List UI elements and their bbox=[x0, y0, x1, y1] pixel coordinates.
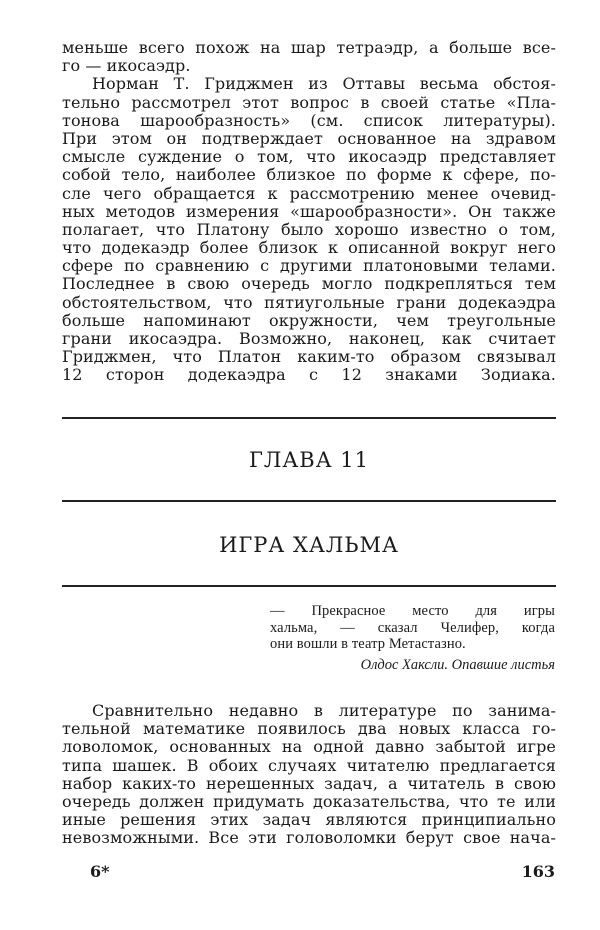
text-line: го — икосаэдр. bbox=[62, 57, 191, 76]
text-line: Гриджмен, что Платон каким-то образом связывал bbox=[62, 348, 556, 367]
epigraph bbox=[270, 603, 555, 673]
body-paragraph bbox=[62, 702, 556, 848]
text-line: смысле суждение о том, что икосаэдр представляет bbox=[62, 148, 556, 167]
epigraph-line: они вошли в театр Метастазно. bbox=[270, 636, 466, 652]
epigraph-line: хальма, — сказал Челифер, когда bbox=[270, 619, 555, 636]
text-line: полагает, что Платону было хорошо известно о том, bbox=[62, 220, 556, 239]
text-line: Последнее в свою очередь могло подкрепляться тем bbox=[62, 275, 556, 294]
text-line: сфере по сравнению с другими платоновыми телами. bbox=[62, 257, 556, 276]
signature-mark: 6* bbox=[90, 862, 110, 881]
text-line: 12 сторон додекаэдра с 12 знаками Зодиака. bbox=[62, 366, 556, 385]
text-line: Норман Т. Гриджмен из Оттавы весьма обстоя- bbox=[92, 75, 556, 94]
text-line: ных методов измерения «шарообразности». Он также bbox=[62, 202, 556, 221]
text-line: грани икосаэдра. Возможно, наконец, как считает bbox=[62, 330, 556, 348]
text-line: иные решения этих задач являются принципиально bbox=[62, 811, 556, 830]
text-line: сле чего обращается к рассмотрению менее очевид- bbox=[62, 184, 556, 203]
text-line: больше напоминают окружности, чем треугольные bbox=[62, 311, 556, 330]
page-number: 163 bbox=[521, 862, 555, 881]
divider bbox=[62, 500, 556, 502]
text-line: меньше всего похож на шар тетраэдр, а больше все- bbox=[62, 39, 556, 57]
text-line: обстоятельством, что пятиугольные грани додекаэдра bbox=[62, 293, 556, 312]
divider bbox=[62, 417, 556, 419]
text-line: что додекаэдр более близок к описанной вокруг него bbox=[62, 239, 556, 258]
top-paragraph bbox=[62, 39, 556, 385]
text-line: собой тело, наиболее близкое по форме к сфере, по- bbox=[62, 166, 556, 185]
text-line: очередь должен придумать доказательства, что те или bbox=[62, 792, 556, 811]
text-line: тельно рассмотрел этот вопрос в своей статье «Пла- bbox=[62, 93, 556, 112]
text-line: тельной математике появилось два новых класса го- bbox=[62, 720, 556, 739]
text-line: тонова шарообразность» (см. список литературы). bbox=[62, 111, 556, 130]
text-line: типа шашек. В обоих случаях читателю предлагается bbox=[62, 756, 556, 775]
divider bbox=[62, 585, 556, 587]
text-line: невозможными. Все эти головоломки берут свое нача- bbox=[62, 829, 556, 848]
text-line: Сравнительно недавно в литературе по занима- bbox=[92, 702, 556, 720]
chapter-label: ГЛАВА 11 bbox=[248, 448, 370, 472]
text-line: ловоломок, основанных на одной давно забытой игре bbox=[62, 738, 556, 757]
text-line: набор каких-то нерешенных задач, а читатель в свою bbox=[62, 774, 556, 793]
text-line: При этом он подтверждает основанное на здравом bbox=[62, 129, 556, 148]
chapter-title: ИГРА ХАЛЬМА bbox=[219, 533, 399, 557]
epigraph-line: — Прекрасное место для игры bbox=[270, 603, 555, 619]
epigraph-source: Олдос Хаксли. Опавшие листья bbox=[360, 656, 555, 673]
